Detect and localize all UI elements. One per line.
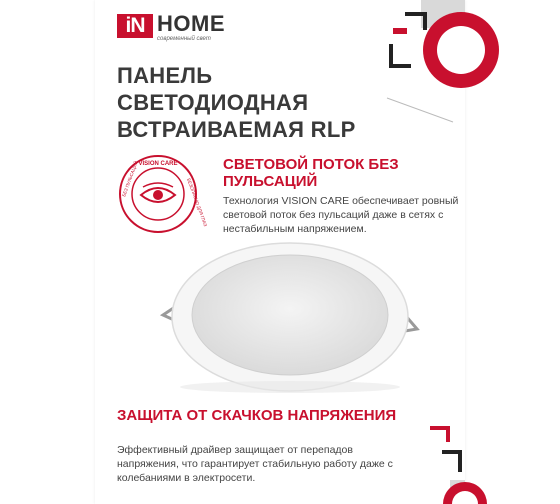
product-card bbox=[95, 0, 465, 504]
feature-1-heading: СВЕТОВОЙ ПОТОК БЕЗ ПУЛЬСАЦИЙ bbox=[223, 156, 399, 190]
logo-word: HOME bbox=[157, 11, 225, 36]
led-panel-image bbox=[155, 237, 425, 397]
page-title: ПАНЕЛЬ СВЕТОДИОДНАЯ ВСТРАИВАЕМАЯ RLP bbox=[117, 63, 356, 142]
decorative-corner-graphic-bottom bbox=[420, 424, 465, 504]
logo-box: iN bbox=[117, 14, 153, 38]
vision-care-badge bbox=[117, 153, 209, 235]
feature-2-text: Эффективный драйвер защищает от перепадов напряжения, что гарантирует стабильную работу даже с колебаниями в электросети. bbox=[117, 444, 393, 484]
svg-text:БЕЗ ПУЛЬСАЦИЙ: БЕЗ ПУЛЬСАЦИЙ bbox=[121, 160, 139, 198]
feature-1-text: Технология VISION CARE обеспечивает ровный световой поток без пульсаций даже в сетях с нестабильным напряжением. bbox=[223, 195, 459, 235]
logo-tagline: современный свет bbox=[157, 36, 211, 42]
decorative-corner-graphic-top bbox=[385, 0, 465, 140]
feature-2-heading: ЗАЩИТА ОТ СКАЧКОВ НАПРЯЖЕНИЯ bbox=[117, 407, 397, 424]
svg-text:БЕЗОПАСНО ДЛЯ ГЛАЗ: БЕЗОПАСНО ДЛЯ ГЛАЗ bbox=[186, 177, 209, 228]
svg-text:VISION CARE: VISION CARE bbox=[138, 161, 178, 167]
brand-logo bbox=[117, 11, 225, 42]
